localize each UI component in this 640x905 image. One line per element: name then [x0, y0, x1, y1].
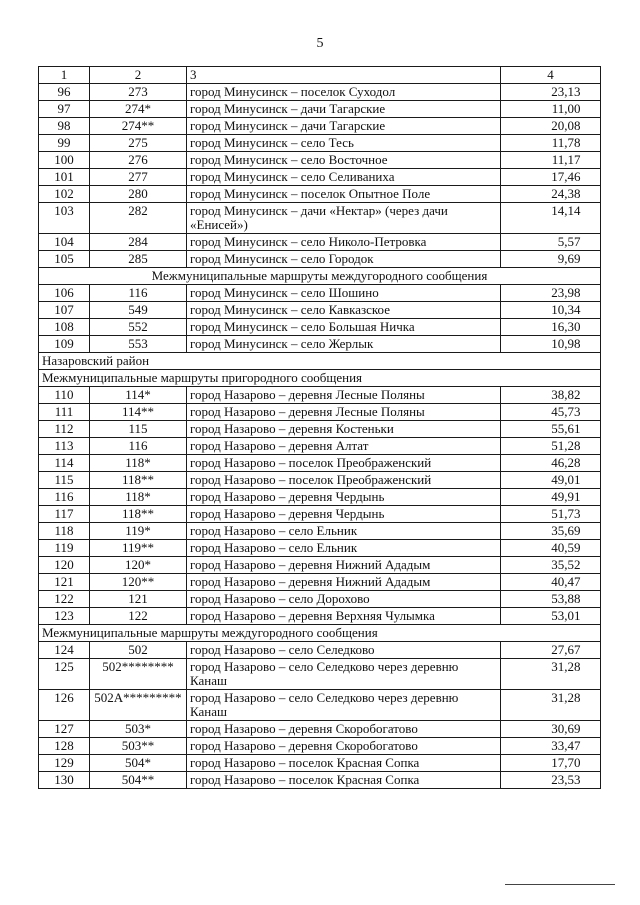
table-row: [39, 203, 601, 234]
length-value: 55,61: [551, 421, 581, 436]
cell-route-name: город Назарово – поселок Преображенский: [187, 455, 501, 472]
cell-route-code: 116: [90, 438, 187, 455]
cell-route-code: 119*: [90, 523, 187, 540]
cell-route-name: город Минусинск – село Городок: [187, 251, 501, 268]
cell-number: 98: [39, 118, 90, 135]
cell-length: [501, 642, 601, 659]
table-row: [39, 421, 601, 438]
cell-number: 96: [39, 84, 90, 101]
cell-length: [501, 659, 601, 690]
cell-number: 130: [39, 772, 90, 789]
cell-number: 119: [39, 540, 90, 557]
table-row: [39, 690, 601, 721]
cell-route-name: город Назарово – деревня Чердынь: [187, 489, 501, 506]
length-value: 24,38: [551, 186, 581, 201]
length-value: 5,57: [557, 234, 581, 249]
cell-length: [501, 302, 601, 319]
cell-route-name: город Назарово – деревня Алтат: [187, 438, 501, 455]
cell-length: [501, 387, 601, 404]
length-value: 11,17: [551, 152, 581, 167]
length-value: 9,69: [557, 251, 581, 266]
cell-number: 125: [39, 659, 90, 690]
length-value: 40,59: [551, 540, 581, 555]
cell-number: 111: [39, 404, 90, 421]
cell-route-code: 274**: [90, 118, 187, 135]
cell-route-code: 502А*********: [90, 690, 187, 721]
cell-route-name: город Минусинск – село Восточное: [187, 152, 501, 169]
cell-route-name: город Минусинск – село Кавказское: [187, 302, 501, 319]
table-row: [39, 251, 601, 268]
routes-table: [38, 66, 601, 789]
length-value: 10,34: [551, 302, 581, 317]
cell-length: [501, 472, 601, 489]
cell-route-code: 504**: [90, 772, 187, 789]
table-row: [39, 169, 601, 186]
table-row: [39, 591, 601, 608]
cell-length: [501, 738, 601, 755]
cell-route-code: 549: [90, 302, 187, 319]
cell-route-code: 503**: [90, 738, 187, 755]
cell-route-name: город Минусинск – село Большая Ничка: [187, 319, 501, 336]
cell-route-code: 285: [90, 251, 187, 268]
cell-route-name: город Минусинск – село Тесь: [187, 135, 501, 152]
cell-route-name: город Назарово – село Ельник: [187, 540, 501, 557]
cell-route-name: город Назарово – деревня Лесные Поляны: [187, 404, 501, 421]
table-row: [39, 489, 601, 506]
cell-route-code: 280: [90, 186, 187, 203]
cell-number: 112: [39, 421, 90, 438]
cell-number: 107: [39, 302, 90, 319]
cell-route-code: 553: [90, 336, 187, 353]
length-value: 17,46: [551, 169, 581, 184]
cell-number: 100: [39, 152, 90, 169]
cell-length: [501, 285, 601, 302]
cell-length: [501, 319, 601, 336]
table-row: [39, 557, 601, 574]
cell-number: 110: [39, 387, 90, 404]
length-value: 35,69: [551, 523, 581, 538]
length-value: 20,08: [551, 118, 581, 133]
cell-route-name: город Минусинск – село Жерлык: [187, 336, 501, 353]
table-row: [39, 336, 601, 353]
length-value: 23,13: [551, 84, 581, 99]
cell-length: [501, 169, 601, 186]
length-value: 27,67: [551, 642, 581, 657]
cell-length: [501, 84, 601, 101]
cell-route-code: 114**: [90, 404, 187, 421]
cell-route-code: 119**: [90, 540, 187, 557]
length-value: 14,14: [551, 203, 581, 218]
cell-number: 117: [39, 506, 90, 523]
table-row: [39, 438, 601, 455]
cell-route-name: город Назарово – поселок Красная Сопка: [187, 755, 501, 772]
cell-number: 121: [39, 574, 90, 591]
cell-number: 108: [39, 319, 90, 336]
cell-route-name: город Назарово – деревня Чердынь: [187, 506, 501, 523]
cell-length: [501, 690, 601, 721]
length-value: 45,73: [551, 404, 581, 419]
cell-number: 99: [39, 135, 90, 152]
table-header-row: [39, 67, 601, 84]
cell-number: 129: [39, 755, 90, 772]
cell-route-name: город Минусинск – дачи Тагарские: [187, 118, 501, 135]
cell-route-code: 502: [90, 642, 187, 659]
cell-number: 120: [39, 557, 90, 574]
cell-route-name: город Назарово – деревня Нижний Ададым: [187, 557, 501, 574]
length-value: 40,47: [551, 574, 581, 589]
cell-route-name: город Назарово – село Дорохово: [187, 591, 501, 608]
cell-route-name: город Назарово – деревня Скоробогатово: [187, 738, 501, 755]
table-row: [39, 506, 601, 523]
cell-number: 127: [39, 721, 90, 738]
section-heading-row: [39, 353, 601, 370]
table-row: [39, 152, 601, 169]
cell-route-code: 122: [90, 608, 187, 625]
cell-route-name: город Минусинск – дачи Тагарские: [187, 101, 501, 118]
section-heading-row: [39, 268, 601, 285]
column-header-number: 1: [39, 67, 90, 84]
column-header-route-code: 2: [90, 67, 187, 84]
cell-route-code: 503*: [90, 721, 187, 738]
cell-length: [501, 438, 601, 455]
table-row: [39, 772, 601, 789]
cell-route-code: 116: [90, 285, 187, 302]
cell-number: 123: [39, 608, 90, 625]
table-row: [39, 721, 601, 738]
cell-route-code: 120**: [90, 574, 187, 591]
cell-number: 97: [39, 101, 90, 118]
cell-route-code: 114*: [90, 387, 187, 404]
cell-route-code: 277: [90, 169, 187, 186]
cell-length: [501, 421, 601, 438]
table-row: [39, 472, 601, 489]
length-value: 11,78: [551, 135, 581, 150]
cell-route-code: 276: [90, 152, 187, 169]
table-row: [39, 455, 601, 472]
cell-length: [501, 152, 601, 169]
cell-length: [501, 755, 601, 772]
cell-number: 104: [39, 234, 90, 251]
cell-number: 101: [39, 169, 90, 186]
cell-route-code: 115: [90, 421, 187, 438]
cell-route-code: 284: [90, 234, 187, 251]
cell-route-name: город Минусинск – село Шошино: [187, 285, 501, 302]
cell-length: [501, 591, 601, 608]
cell-route-code: 282: [90, 203, 187, 234]
cell-length: [501, 135, 601, 152]
cell-length: [501, 336, 601, 353]
cell-route-name: город Назарово – деревня Лесные Поляны: [187, 387, 501, 404]
cell-route-name: город Назарово – деревня Верхняя Чулымка: [187, 608, 501, 625]
cell-number: 109: [39, 336, 90, 353]
cell-route-code: 552: [90, 319, 187, 336]
cell-route-name: город Назарово – село Селедково: [187, 642, 501, 659]
cell-length: [501, 506, 601, 523]
cell-route-code: 118*: [90, 489, 187, 506]
cell-route-name: город Минусинск – дачи «Нектар» (через дачи «Енисей»): [187, 203, 501, 234]
cell-length: [501, 203, 601, 234]
table-row: [39, 118, 601, 135]
cell-length: [501, 186, 601, 203]
cell-route-name: город Назарово – село Селедково через деревню Канаш: [187, 659, 501, 690]
table-row: [39, 234, 601, 251]
cell-route-code: 118**: [90, 472, 187, 489]
table-row: [39, 608, 601, 625]
cell-length: [501, 404, 601, 421]
table-row: [39, 319, 601, 336]
cell-number: 105: [39, 251, 90, 268]
cell-length: [501, 523, 601, 540]
table-row: [39, 755, 601, 772]
cell-length: [501, 234, 601, 251]
cell-length: [501, 540, 601, 557]
length-value: 49,01: [551, 472, 581, 487]
length-value: 53,01: [551, 608, 581, 623]
cell-number: 102: [39, 186, 90, 203]
table-row: [39, 642, 601, 659]
length-value: 53,88: [551, 591, 581, 606]
cell-route-name: город Назарово – село Ельник: [187, 523, 501, 540]
length-value: 33,47: [551, 738, 581, 753]
cell-number: 114: [39, 455, 90, 472]
length-value: 11,00: [551, 101, 581, 116]
section-heading: Межмуниципальные маршруты междугородного сообщения: [39, 625, 601, 642]
cell-number: 103: [39, 203, 90, 234]
cell-length: [501, 489, 601, 506]
cell-route-code: 502********: [90, 659, 187, 690]
cell-number: 128: [39, 738, 90, 755]
length-value: 38,82: [551, 387, 581, 402]
table-row: [39, 523, 601, 540]
cell-route-code: 120*: [90, 557, 187, 574]
length-value: 23,53: [551, 772, 581, 787]
column-header-length: 4: [501, 67, 601, 84]
cell-route-name: город Назарово – поселок Преображенский: [187, 472, 501, 489]
cell-route-code: 118*: [90, 455, 187, 472]
cell-number: 113: [39, 438, 90, 455]
table-row: [39, 738, 601, 755]
section-heading: Назаровский район: [39, 353, 601, 370]
table-row: [39, 186, 601, 203]
table-row: [39, 302, 601, 319]
cell-length: [501, 101, 601, 118]
cell-length: [501, 608, 601, 625]
table-row: [39, 387, 601, 404]
cell-length: [501, 574, 601, 591]
cell-route-code: 118**: [90, 506, 187, 523]
page-number: 5: [316, 36, 324, 51]
cell-length: [501, 721, 601, 738]
length-value: 16,30: [551, 319, 581, 334]
cell-route-name: город Минусинск – село Николо-Петровка: [187, 234, 501, 251]
cell-number: 106: [39, 285, 90, 302]
cell-length: [501, 251, 601, 268]
cell-route-code: 274*: [90, 101, 187, 118]
cell-length: [501, 772, 601, 789]
cell-route-name: город Минусинск – поселок Суходол: [187, 84, 501, 101]
table-row: [39, 135, 601, 152]
scan-artifact-line: [505, 884, 615, 885]
table-row: [39, 574, 601, 591]
length-value: 51,73: [551, 506, 581, 521]
table-row: [39, 404, 601, 421]
section-heading: Межмуниципальные маршруты пригородного сообщения: [39, 370, 601, 387]
cell-route-code: 273: [90, 84, 187, 101]
length-value: 49,91: [551, 489, 581, 504]
cell-number: 115: [39, 472, 90, 489]
table-row: [39, 101, 601, 118]
length-value: 35,52: [551, 557, 581, 572]
length-value: 51,28: [551, 438, 581, 453]
section-heading-row: [39, 370, 601, 387]
cell-number: 116: [39, 489, 90, 506]
cell-route-name: город Назарово – поселок Красная Сопка: [187, 772, 501, 789]
cell-route-name: город Назарово – село Селедково через деревню Канаш: [187, 690, 501, 721]
cell-length: [501, 455, 601, 472]
length-value: 46,28: [551, 455, 581, 470]
cell-route-name: город Минусинск – поселок Опытное Поле: [187, 186, 501, 203]
table-body: [39, 84, 601, 789]
cell-number: 118: [39, 523, 90, 540]
length-value: 31,28: [551, 690, 581, 705]
length-value: 31,28: [551, 659, 581, 674]
cell-length: [501, 557, 601, 574]
cell-number: 124: [39, 642, 90, 659]
cell-route-code: 504*: [90, 755, 187, 772]
column-header-route-name: 3: [187, 67, 501, 84]
table-row: [39, 84, 601, 101]
cell-length: [501, 118, 601, 135]
length-value: 30,69: [551, 721, 581, 736]
table-row: [39, 285, 601, 302]
cell-route-name: город Минусинск – село Селиваниха: [187, 169, 501, 186]
cell-number: 122: [39, 591, 90, 608]
section-heading-row: [39, 625, 601, 642]
length-value: 23,98: [551, 285, 581, 300]
section-heading: Межмуниципальные маршруты междугородного сообщения: [39, 268, 601, 285]
length-value: 17,70: [551, 755, 581, 770]
cell-route-name: город Назарово – деревня Нижний Ададым: [187, 574, 501, 591]
cell-number: 126: [39, 690, 90, 721]
cell-route-name: город Назарово – деревня Скоробогатово: [187, 721, 501, 738]
length-value: 10,98: [551, 336, 581, 351]
table-row: [39, 659, 601, 690]
cell-route-name: город Назарово – деревня Костеньки: [187, 421, 501, 438]
cell-route-code: 121: [90, 591, 187, 608]
cell-route-code: 275: [90, 135, 187, 152]
table-row: [39, 540, 601, 557]
